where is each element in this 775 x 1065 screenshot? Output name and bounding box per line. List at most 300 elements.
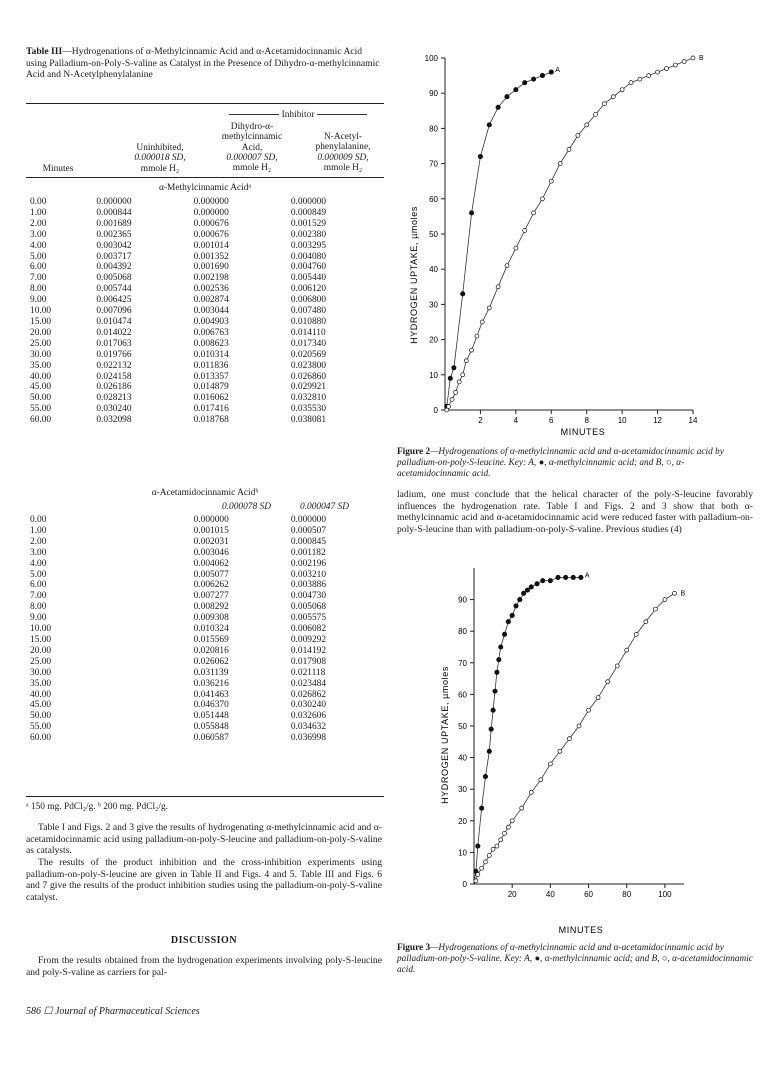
series-B-point <box>475 334 479 338</box>
cell-uninhibited: 0.000844 <box>96 207 132 218</box>
y-tick-label: 10 <box>458 848 467 858</box>
cell-dihydro: 0.000000 <box>193 515 229 525</box>
cell-minutes: 3.00 <box>30 547 47 558</box>
cell-uninhibited <box>96 580 193 591</box>
x-tick-label: 8 <box>584 416 589 425</box>
series-A-point <box>571 575 575 579</box>
cell-acetyl: 0.006120 <box>290 284 326 295</box>
cell-uninhibited: 0.030240 <box>96 404 132 415</box>
cell-minutes: 0.00 <box>30 197 47 207</box>
table-row <box>26 679 384 690</box>
cell-uninhibited <box>96 722 193 733</box>
cell-uninhibited: 0.003042 <box>96 240 132 251</box>
table-row <box>26 657 384 668</box>
series-B-point <box>647 74 651 78</box>
cell-dihydro: 0.016062 <box>193 393 229 404</box>
series-A-point <box>479 806 483 810</box>
cell-dihydro: 0.002536 <box>193 284 229 295</box>
cell-uninhibited: 0.004392 <box>96 262 132 273</box>
x-tick-label: 40 <box>545 890 555 899</box>
table-footnote: ᵃ 150 mg. PdCl₂/g. ᵇ 200 mg. PdCl₂/g. <box>26 802 168 812</box>
series-A-point <box>497 657 501 661</box>
series-A-point <box>489 727 493 731</box>
series-A-point <box>496 105 500 109</box>
cell-minutes: 8.00 <box>30 284 47 295</box>
table-row <box>26 559 384 570</box>
x-tick-label: 80 <box>622 890 632 899</box>
table-row <box>26 252 384 263</box>
cell-dihydro: 0.013357 <box>193 371 229 382</box>
cell-dihydro: 0.007277 <box>193 591 229 602</box>
col-header-uninhibited-line: Uninhibited, <box>136 143 184 153</box>
cell-dihydro: 0.002874 <box>193 295 229 306</box>
cell-dihydro: 0.011836 <box>193 360 229 371</box>
series-B-point <box>450 397 454 401</box>
series-A-point <box>493 689 497 693</box>
table-row <box>26 382 384 393</box>
cell-uninhibited: 0.000000 <box>96 197 132 207</box>
table-row <box>26 262 384 273</box>
series-B-point <box>549 179 553 183</box>
table-row <box>26 284 384 295</box>
y-tick-label: 50 <box>429 230 438 239</box>
series-A-point <box>514 604 518 608</box>
y-tick-label: 80 <box>458 627 467 637</box>
series-B-point <box>664 67 668 71</box>
x-tick-label: 12 <box>653 416 663 425</box>
table-row <box>26 722 384 733</box>
series-B-point <box>491 847 495 851</box>
x-tick-label: 10 <box>617 416 627 425</box>
cell-acetyl: 0.014192 <box>290 645 326 656</box>
cell-minutes: 4.00 <box>30 558 47 569</box>
x-tick-label: 100 <box>658 890 672 899</box>
y-tick-label: 0 <box>462 880 467 889</box>
series-A-point <box>541 578 545 582</box>
series-B-point <box>464 359 468 363</box>
y-tick-label: 90 <box>429 89 438 99</box>
x-tick-label: 4 <box>513 416 519 425</box>
y-tick-label: 0 <box>433 406 438 415</box>
col-header-minutes: Minutes <box>42 164 74 174</box>
cell-minutes: 0.00 <box>30 515 47 525</box>
table-row <box>26 570 384 581</box>
series-B-line <box>445 58 693 410</box>
table-row <box>26 515 384 526</box>
series-A-point <box>525 588 529 592</box>
cell-minutes: 6.00 <box>30 262 47 273</box>
series-A-point <box>502 632 506 636</box>
figure2-caption-text: —Hydrogenations of α-methylcinnamic acid and α-acetamidocinnamic acid by palladium-on-poly-S-leucine. Key: A, ●, α-methylcinnamic acid; and B, ○, α-acetamidocinnamic acid. <box>397 447 724 480</box>
series-B-point <box>476 873 480 877</box>
col-header-acetyl-line: N-Acetyl- <box>323 132 362 142</box>
table-row <box>26 404 384 415</box>
table-row <box>26 208 384 219</box>
series-B-point <box>529 790 533 794</box>
inhibitor-header <box>212 110 384 120</box>
col-header-dihydro-line: Dihydro-α- <box>230 122 274 132</box>
cell-minutes: 1.00 <box>30 525 47 536</box>
cell-dihydro: 0.015569 <box>193 634 229 645</box>
series-A-point <box>448 376 452 380</box>
series-B-point <box>606 680 610 684</box>
cell-minutes: 4.00 <box>30 240 47 251</box>
cell-minutes: 6.00 <box>30 580 47 591</box>
discussion-heading: DISCUSSION <box>170 935 238 946</box>
cell-dihydro: 0.036216 <box>193 678 229 689</box>
series-A-point <box>461 292 465 296</box>
cell-acetyl: 0.000849 <box>290 207 326 218</box>
table-row <box>26 317 384 328</box>
table-row <box>26 415 384 426</box>
y-tick-label: 50 <box>458 722 467 731</box>
table-row <box>26 613 384 624</box>
cell-acetyl: 0.007480 <box>290 306 326 317</box>
table-row <box>26 537 384 548</box>
cell-uninhibited <box>96 602 193 613</box>
series-B-point <box>487 854 491 858</box>
y-tick-label: 90 <box>458 595 467 605</box>
col-header-acetyl-line: phenylalanine, <box>315 142 371 153</box>
cell-acetyl: 0.000507 <box>290 525 326 536</box>
table-row <box>26 350 384 361</box>
cell-acetyl: 0.020569 <box>290 349 326 360</box>
table-row <box>26 711 384 722</box>
y-tick-label: 10 <box>429 370 438 380</box>
col-header-dihydro-line: mmole H₂ <box>232 163 272 174</box>
cell-dihydro: 0.004903 <box>193 316 229 327</box>
cell-acetyl: 0.000845 <box>290 536 326 547</box>
cell-uninhibited: 0.001689 <box>96 218 132 229</box>
col-header-dihydro-line: methylcinnamic <box>221 132 283 143</box>
series-A-point <box>510 613 514 617</box>
figure2-xlabel: MINUTES <box>560 427 606 437</box>
cell-minutes: 2.00 <box>30 218 47 229</box>
table-row <box>26 393 384 404</box>
series-A-point <box>556 575 560 579</box>
table-caption-label: Table III <box>26 46 63 57</box>
cell-minutes: 9.00 <box>30 613 47 624</box>
cell-uninhibited <box>96 559 193 570</box>
cell-acetyl: 0.032810 <box>290 393 326 404</box>
cell-uninhibited <box>96 700 193 711</box>
series-B-point <box>672 591 676 595</box>
cell-minutes: 20.00 <box>30 327 52 338</box>
series-B-point <box>457 380 461 384</box>
cell-acetyl: 0.005068 <box>290 602 326 613</box>
table-row <box>26 591 384 602</box>
cell-acetyl: 0.023800 <box>290 360 326 371</box>
figure2-ylabel: HYDROGEN UPTAKE, µmoles <box>409 206 419 344</box>
series-B-point <box>483 860 487 864</box>
cell-dihydro: 0.002198 <box>193 273 229 284</box>
series-B-point <box>656 70 660 74</box>
y-tick-label: 40 <box>458 753 467 763</box>
cell-acetyl: 0.017908 <box>290 656 326 667</box>
series-B-point <box>505 264 509 268</box>
series-B-label: B <box>699 55 704 62</box>
series-B-point <box>594 112 598 116</box>
figure2-chart <box>405 40 755 445</box>
cell-acetyl: 0.030240 <box>290 700 326 711</box>
cell-acetyl: 0.004080 <box>290 251 326 262</box>
col-header-acetyl-line: 0.000009 SD, <box>317 152 369 163</box>
table-row <box>26 526 384 537</box>
cell-acetyl: 0.009292 <box>290 634 326 645</box>
cell-uninhibited: 0.003717 <box>96 251 132 262</box>
series-A-point <box>521 591 525 595</box>
section1-table <box>26 197 384 426</box>
cell-minutes: 9.00 <box>30 295 47 306</box>
cell-minutes: 15.00 <box>30 316 52 327</box>
cell-acetyl: 0.004760 <box>290 262 326 273</box>
series-A-point <box>531 77 535 81</box>
cell-dihydro: 0.031139 <box>193 667 229 678</box>
cell-acetyl: 0.005575 <box>290 613 326 624</box>
cell-minutes: 7.00 <box>30 591 47 602</box>
series-A-point <box>483 774 487 778</box>
series-B-point <box>520 806 524 810</box>
cell-acetyl: 0.002196 <box>290 558 326 569</box>
figure2-caption <box>397 447 753 481</box>
series-B-point <box>548 762 552 766</box>
series-A-label: A <box>584 572 590 580</box>
cell-minutes: 7.00 <box>30 273 47 284</box>
cell-dihydro: 0.000676 <box>193 218 229 229</box>
cell-dihydro: 0.014879 <box>193 382 229 393</box>
y-tick-label: 60 <box>458 690 467 700</box>
section2-sd-2: 0.000047 SD <box>300 502 349 512</box>
cell-uninhibited: 0.026186 <box>96 382 132 393</box>
cell-uninhibited: 0.005744 <box>96 284 132 295</box>
cell-minutes: 20.00 <box>30 645 52 656</box>
cell-minutes: 30.00 <box>30 349 52 360</box>
cell-acetyl: 0.002380 <box>290 229 326 240</box>
cell-uninhibited <box>96 635 193 646</box>
cell-minutes: 5.00 <box>30 569 47 580</box>
cell-acetyl: 0.014110 <box>290 327 326 338</box>
cell-dihydro: 0.000676 <box>193 229 229 240</box>
section2-title: α-Acetamidocinnamic Acidᵇ <box>151 488 259 498</box>
series-B-point <box>558 162 562 166</box>
table-row <box>26 361 384 372</box>
series-B-point <box>585 123 589 127</box>
y-tick-label: 30 <box>458 785 467 795</box>
series-B-point <box>503 831 507 835</box>
cell-acetyl: 0.036998 <box>290 733 326 744</box>
cell-acetyl: 0.034632 <box>290 722 326 733</box>
series-A-point <box>563 575 567 579</box>
cell-dihydro: 0.006262 <box>193 580 229 591</box>
table-row <box>26 548 384 559</box>
cell-minutes: 8.00 <box>30 602 47 613</box>
series-B-point <box>596 696 600 700</box>
cell-dihydro: 0.002031 <box>193 536 229 547</box>
cell-dihydro: 0.001690 <box>193 262 229 273</box>
table-row <box>26 580 384 591</box>
cell-acetyl: 0.038081 <box>290 415 326 426</box>
x-tick-label: 60 <box>584 890 593 899</box>
cell-minutes: 40.00 <box>30 371 52 382</box>
series-A-point <box>514 87 518 91</box>
cell-uninhibited <box>96 657 193 668</box>
y-tick-label: 20 <box>429 335 438 345</box>
series-A-line <box>445 72 551 410</box>
series-B-point <box>558 749 562 753</box>
cell-minutes: 60.00 <box>30 415 52 426</box>
col-header-dihydro-line: Acid, <box>241 142 263 153</box>
cell-minutes: 55.00 <box>30 404 52 415</box>
cell-dihydro: 0.000000 <box>193 197 229 207</box>
col-header-dihydro <box>200 122 304 173</box>
series-A-label: A <box>555 67 560 75</box>
cell-uninhibited: 0.017063 <box>96 338 132 349</box>
cell-uninhibited <box>96 613 193 624</box>
series-A-point <box>487 123 491 127</box>
table-row <box>26 635 384 646</box>
series-A-point <box>478 154 482 158</box>
cell-dihydro: 0.008292 <box>193 602 229 613</box>
paragraph-results-2: The results of the product inhibition and the cross-inhibition experiments using palladium-on-poly-S-leucine are given in Table II and Figs. 4 and 5. Table III and Figs. 6 and 7 give the results of the product inhibition studies using the palladium-on-poly-S-valine catalyst. <box>26 857 382 903</box>
cell-dihydro: 0.004062 <box>193 558 229 569</box>
cell-acetyl: 0.003886 <box>290 580 326 591</box>
table-row <box>26 690 384 701</box>
cell-acetyl: 0.000000 <box>290 197 326 207</box>
cell-minutes: 2.00 <box>30 536 47 547</box>
cell-acetyl: 0.026862 <box>290 689 326 700</box>
cell-acetyl: 0.006800 <box>290 295 326 306</box>
cell-uninhibited <box>96 646 193 657</box>
series-B-point <box>447 404 451 408</box>
paragraph-right: ladium, one must conclude that the helical character of the poly-S-leucine favorably influences the hydrogenation rate. Table I and Figs. 2 and 3 show that both α-methylcinnamic acid and α-acetamidocinnamic acid were reduced faster with palladium-on-poly-S-leucine than with palladium-on-poly-S-valine. Previous studies (4) <box>397 489 753 535</box>
series-A-point <box>535 582 539 586</box>
series-A-point <box>476 844 480 848</box>
series-A-point <box>506 620 510 624</box>
y-tick-label: 40 <box>429 265 438 275</box>
cell-minutes: 40.00 <box>30 689 52 700</box>
cell-dihydro: 0.041463 <box>193 689 229 700</box>
cell-uninhibited: 0.022132 <box>96 360 132 371</box>
series-B-point <box>653 607 657 611</box>
series-A-point <box>487 749 491 753</box>
series-B-point <box>510 819 514 823</box>
series-A-point <box>523 80 527 84</box>
x-tick-label: 6 <box>549 416 554 425</box>
cell-uninhibited: 0.006425 <box>96 295 132 306</box>
cell-uninhibited: 0.024158 <box>96 371 132 382</box>
col-header-uninhibited-line: 0.000018 SD, <box>134 153 186 164</box>
cell-dihydro: 0.017416 <box>193 404 229 415</box>
table-bottom-rule <box>26 796 384 797</box>
cell-dihydro: 0.018768 <box>193 415 229 426</box>
cell-dihydro: 0.001014 <box>193 240 229 251</box>
series-B-point <box>539 778 543 782</box>
cell-minutes: 50.00 <box>30 393 52 404</box>
cell-minutes: 35.00 <box>30 678 52 689</box>
series-B-point <box>629 81 633 85</box>
series-A-point <box>540 73 544 77</box>
series-B-point <box>576 133 580 137</box>
table-row <box>26 372 384 383</box>
cell-minutes: 50.00 <box>30 711 52 722</box>
cell-minutes: 45.00 <box>30 700 52 711</box>
y-tick-label: 60 <box>429 194 438 204</box>
cell-uninhibited <box>96 624 193 635</box>
cell-dihydro: 0.020816 <box>193 645 229 656</box>
series-B-point <box>602 102 606 106</box>
cell-uninhibited: 0.019766 <box>96 349 132 360</box>
cell-minutes: 3.00 <box>30 229 47 240</box>
series-B-point <box>634 632 638 636</box>
table-row <box>26 700 384 711</box>
series-B-point <box>567 148 571 152</box>
cell-uninhibited <box>96 526 193 537</box>
table-caption-text: —Hydrogenations of α-Methylcinnamic Acid and α-Acetamidocinnamic Acid using Palladium-on-Poly-S-valine as Catalyst in the Presence of Dihydro-α-methylcinnamic Acid and N-Acetylphenylalanine <box>26 46 380 80</box>
figure3-caption-text: —Hydrogenations of α-methylcinnamic acid and α-acetamidocinnamic acid by palladium-on-poly-S-valine. Key: A, ●, α-methylcinnamic acid; and B, ○, α-acetamidocinnamic acid. <box>397 943 753 976</box>
cell-uninhibited <box>96 690 193 701</box>
series-B-point <box>638 77 642 81</box>
series-B-label: B <box>680 590 686 598</box>
table-row <box>26 230 384 241</box>
series-A-point <box>548 578 552 582</box>
table-row <box>26 602 384 613</box>
series-A-point <box>529 585 533 589</box>
series-A-point <box>491 708 495 712</box>
series-A-point <box>518 597 522 601</box>
cell-acetyl: 0.023484 <box>290 678 326 689</box>
table-row <box>26 668 384 679</box>
figure3-ylabel: HYDROGEN UPTAKE, µmoles <box>440 666 450 804</box>
cell-dihydro: 0.001352 <box>193 251 229 262</box>
cell-dihydro: 0.009308 <box>193 613 229 624</box>
section2-table <box>26 515 384 744</box>
table-row <box>26 219 384 230</box>
series-B-point <box>682 60 686 64</box>
series-B-point <box>644 620 648 624</box>
cell-acetyl: 0.032606 <box>290 711 326 722</box>
cell-acetyl: 0.005440 <box>290 273 326 284</box>
series-B-point <box>663 598 667 602</box>
cell-uninhibited <box>96 591 193 602</box>
cell-uninhibited <box>96 679 193 690</box>
inhibitor-label: Inhibitor <box>281 110 315 120</box>
cell-dihydro: 0.003046 <box>193 547 229 558</box>
series-B-point <box>532 211 536 215</box>
table-row <box>26 624 384 635</box>
cell-minutes: 45.00 <box>30 382 52 393</box>
series-B-point <box>587 708 591 712</box>
cell-dihydro: 0.026062 <box>193 656 229 667</box>
figure3-xlabel: MINUTES <box>558 925 604 935</box>
series-B-point <box>691 56 695 60</box>
paragraph-discussion: From the results obtained from the hydrogenation experiments involving poly-S-leucine and poly-S-valine as carriers for pal- <box>26 955 382 978</box>
cell-acetyl: 0.004730 <box>290 591 326 602</box>
cell-acetyl: 0.029921 <box>290 382 326 393</box>
paragraph-results-1: Table I and Figs. 2 and 3 give the results of hydrogenating α-methylcinnamic acid and α-acetamidocinnamic acid using palladium-on-poly-S-leucine and palladium-on-poly-S-valine as catalysts. <box>26 822 382 856</box>
cell-uninhibited <box>96 668 193 679</box>
cell-dihydro: 0.001015 <box>193 525 229 536</box>
y-tick-label: 70 <box>429 159 438 169</box>
series-A-point <box>505 95 509 99</box>
cell-uninhibited: 0.007096 <box>96 306 132 317</box>
series-B-point <box>495 844 499 848</box>
cell-minutes: 10.00 <box>30 624 52 635</box>
table-row <box>26 328 384 339</box>
x-tick-label: 20 <box>507 890 517 899</box>
cell-minutes: 10.00 <box>30 306 52 317</box>
table-top-rule <box>26 103 384 104</box>
figure2-caption-label: Figure 2 <box>397 447 431 457</box>
